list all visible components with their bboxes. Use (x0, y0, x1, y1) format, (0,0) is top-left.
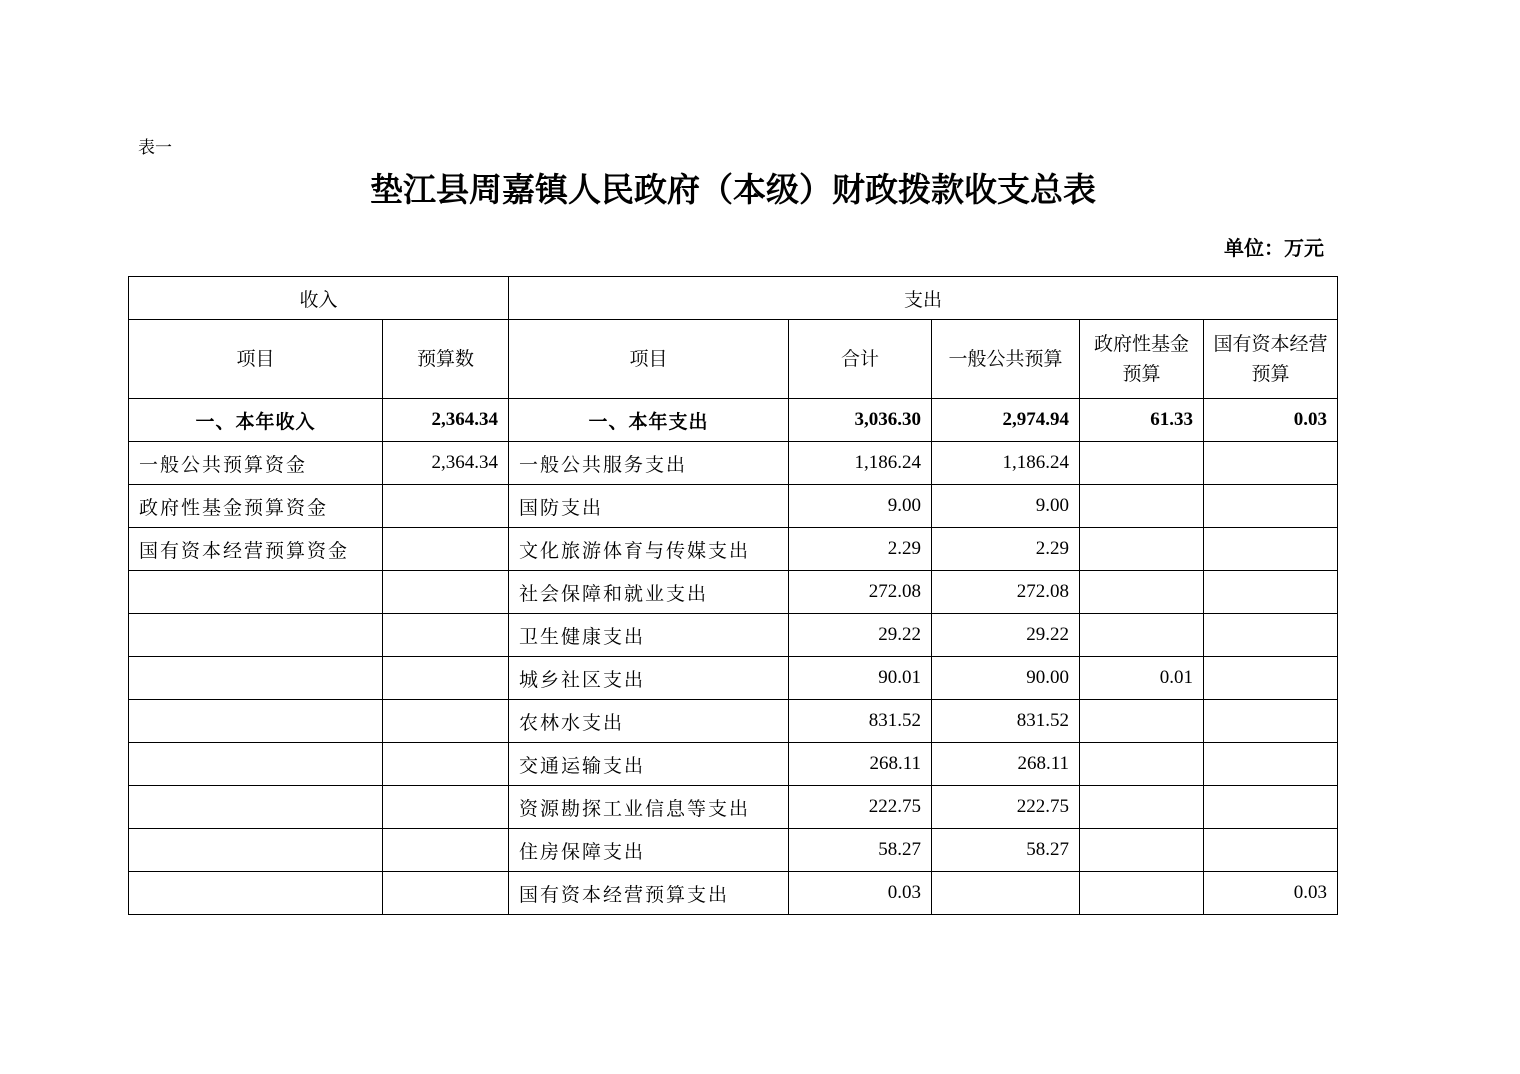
expense-state-capital (1204, 614, 1338, 657)
expense-gov-fund (1080, 528, 1204, 571)
expense-state-capital (1204, 786, 1338, 829)
income-value (383, 872, 509, 915)
expense-state-capital (1204, 528, 1338, 571)
expense-summary-gov-fund: 61.33 (1080, 399, 1204, 442)
header-row-columns (129, 320, 1338, 399)
expense-gov-fund (1080, 829, 1204, 872)
expense-item: 城乡社区支出 (509, 657, 789, 700)
expense-general: 58.27 (932, 829, 1080, 872)
income-item: 国有资本经营预算资金 (129, 528, 383, 571)
unit-note: 单位：万元 (1224, 236, 1324, 260)
income-value (383, 528, 509, 571)
income-header: 收入 (129, 277, 509, 320)
expense-gov-fund (1080, 442, 1204, 485)
table-row (129, 786, 1338, 829)
income-item (129, 743, 383, 786)
income-item (129, 829, 383, 872)
expense-item: 农林水支出 (509, 700, 789, 743)
expense-summary-total: 3,036.30 (789, 399, 932, 442)
expense-general: 272.08 (932, 571, 1080, 614)
income-value (383, 743, 509, 786)
table-row (129, 442, 1338, 485)
expense-gov-fund (1080, 743, 1204, 786)
income-summary-value: 2,364.34 (383, 399, 509, 442)
table-row (129, 528, 1338, 571)
expense-total: 0.03 (789, 872, 932, 915)
expense-gov-fund (1080, 485, 1204, 528)
expense-item: 社会保障和就业支出 (509, 571, 789, 614)
table-row (129, 571, 1338, 614)
income-item (129, 571, 383, 614)
expense-gov-fund (1080, 571, 1204, 614)
income-item (129, 872, 383, 915)
income-value (383, 614, 509, 657)
expense-state-capital: 0.03 (1204, 872, 1338, 915)
expense-state-capital (1204, 829, 1338, 872)
table-row (129, 743, 1338, 786)
income-value: 2,364.34 (383, 442, 509, 485)
header-row-top (129, 277, 1338, 320)
expense-gov-fund (1080, 614, 1204, 657)
expense-total: 272.08 (789, 571, 932, 614)
expense-gov-fund: 0.01 (1080, 657, 1204, 700)
table-row (129, 700, 1338, 743)
expense-gov-fund (1080, 786, 1204, 829)
expense-item: 一般公共服务支出 (509, 442, 789, 485)
expense-item-header: 项目 (509, 320, 789, 399)
table-row (129, 614, 1338, 657)
expense-header: 支出 (509, 277, 1338, 320)
expense-total: 29.22 (789, 614, 932, 657)
expense-general (932, 872, 1080, 915)
expense-summary-label: 一、本年支出 (509, 399, 789, 442)
expense-state-capital (1204, 743, 1338, 786)
budget-table (128, 276, 1338, 915)
expense-general: 831.52 (932, 700, 1080, 743)
expense-total: 1,186.24 (789, 442, 932, 485)
table-row (129, 657, 1338, 700)
expense-item: 国防支出 (509, 485, 789, 528)
income-item: 一般公共预算资金 (129, 442, 383, 485)
expense-state-capital (1204, 485, 1338, 528)
expense-state-capital (1204, 700, 1338, 743)
expense-total: 58.27 (789, 829, 932, 872)
income-item (129, 657, 383, 700)
expense-summary-state-capital: 0.03 (1204, 399, 1338, 442)
income-item (129, 786, 383, 829)
expense-total: 90.01 (789, 657, 932, 700)
expense-general: 9.00 (932, 485, 1080, 528)
expense-total: 831.52 (789, 700, 932, 743)
expense-general: 1,186.24 (932, 442, 1080, 485)
expense-total: 268.11 (789, 743, 932, 786)
income-value (383, 485, 509, 528)
expense-general: 222.75 (932, 786, 1080, 829)
expense-item: 文化旅游体育与传媒支出 (509, 528, 789, 571)
expense-general: 29.22 (932, 614, 1080, 657)
expense-item: 国有资本经营预算支出 (509, 872, 789, 915)
document-title: 垫江县周嘉镇人民政府（本级）财政拨款收支总表 (370, 170, 1096, 209)
expense-general: 90.00 (932, 657, 1080, 700)
expense-item: 卫生健康支出 (509, 614, 789, 657)
table-row (129, 485, 1338, 528)
expense-item: 住房保障支出 (509, 829, 789, 872)
state-capital-header: 国有资本经营预算 (1204, 320, 1338, 399)
expense-item: 交通运输支出 (509, 743, 789, 786)
income-item (129, 614, 383, 657)
expense-general: 268.11 (932, 743, 1080, 786)
expense-state-capital (1204, 571, 1338, 614)
expense-state-capital (1204, 442, 1338, 485)
expense-total: 9.00 (789, 485, 932, 528)
income-value (383, 786, 509, 829)
expense-gov-fund (1080, 700, 1204, 743)
total-header: 合计 (789, 320, 932, 399)
income-summary-label: 一、本年收入 (129, 399, 383, 442)
income-item (129, 700, 383, 743)
income-value (383, 571, 509, 614)
summary-row (129, 399, 1338, 442)
income-value (383, 657, 509, 700)
income-item: 政府性基金预算资金 (129, 485, 383, 528)
expense-general: 2.29 (932, 528, 1080, 571)
expense-state-capital (1204, 657, 1338, 700)
income-item-header: 项目 (129, 320, 383, 399)
expense-item: 资源勘探工业信息等支出 (509, 786, 789, 829)
expense-total: 2.29 (789, 528, 932, 571)
income-value (383, 700, 509, 743)
table-row (129, 872, 1338, 915)
expense-summary-general: 2,974.94 (932, 399, 1080, 442)
gov-fund-header: 政府性基金预算 (1080, 320, 1204, 399)
expense-total: 222.75 (789, 786, 932, 829)
table-row (129, 829, 1338, 872)
table-label: 表一 (138, 138, 172, 158)
income-value (383, 829, 509, 872)
general-budget-header: 一般公共预算 (932, 320, 1080, 399)
income-budget-header: 预算数 (383, 320, 509, 399)
expense-gov-fund (1080, 872, 1204, 915)
